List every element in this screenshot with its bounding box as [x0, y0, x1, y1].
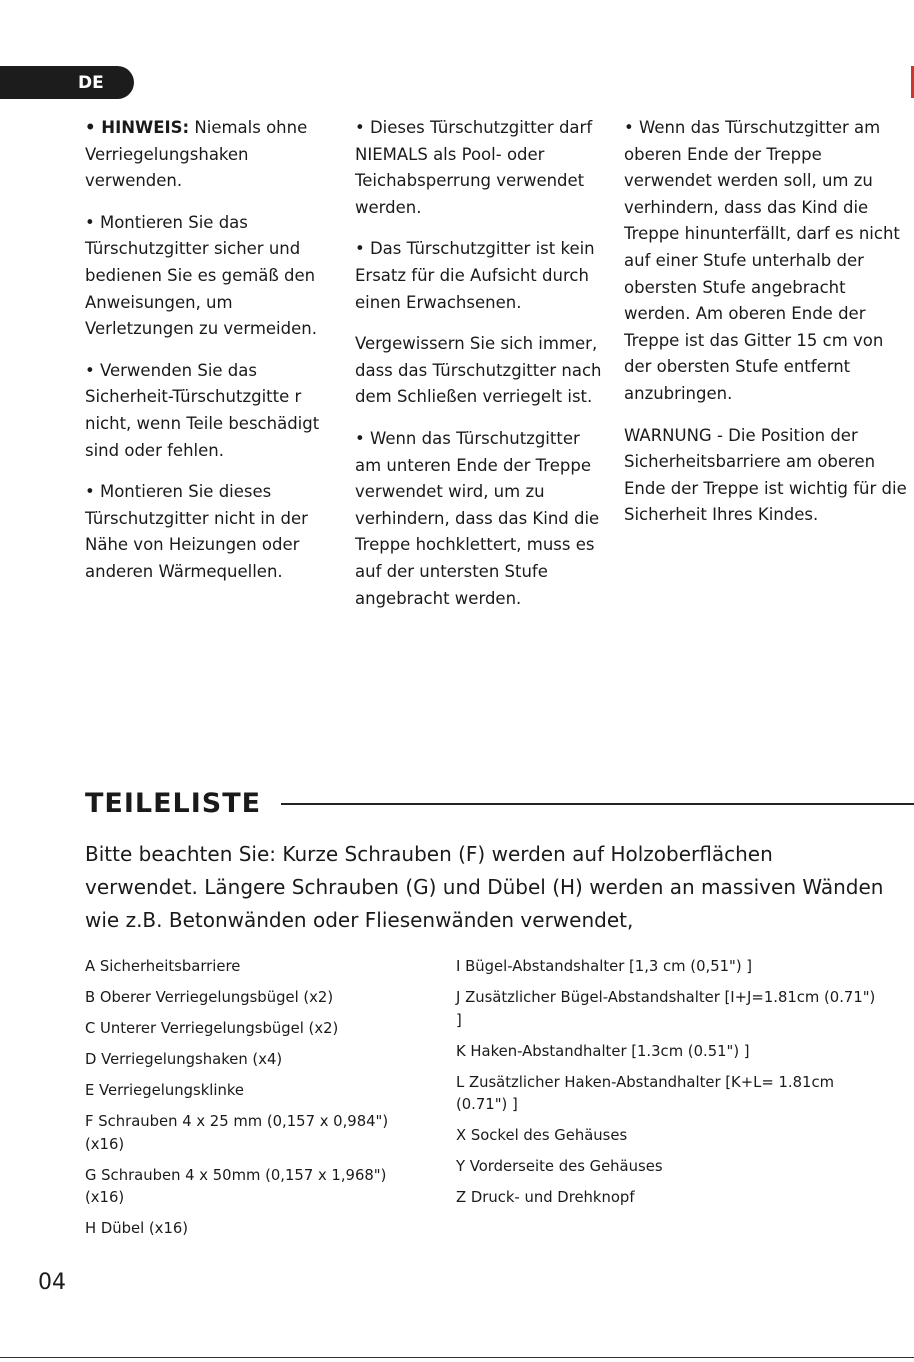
warning-paragraph: WARNUNG - Die Position der Sicherheitsbarriere am oberen Ende der Treppe ist wichtig für die Sicherheit Ihres Kindes.: [624, 425, 907, 525]
part-item: K Haken-Abstandhalter [1.3cm (0.51") ]: [456, 1042, 750, 1060]
warning-paragraph: • Das Türschutzgitter ist kein Ersatz für die Aufsicht durch einen Erwachsenen.: [355, 239, 595, 312]
part-item: B Oberer Verriegelungsbügel (x2): [85, 989, 334, 1006]
part-item: Y Vorderseite des Gehäuses: [456, 1158, 663, 1175]
part-item: Z Druck- und Drehknopf: [456, 1189, 635, 1206]
title-divider: [281, 803, 914, 805]
parts-list-right: [456, 956, 876, 1218]
warning-paragraph: [85, 115, 325, 195]
part-item: X Sockel des Gehäuses: [456, 1127, 628, 1144]
part-item: A Sicherheitsbarriere: [85, 958, 241, 975]
warning-paragraph: • Dieses Türschutzgitter darf NIEMALS als Pool- oder Teichabsperrung verwendet werden.: [355, 118, 593, 217]
part-item: H Dübel (x16): [85, 1220, 189, 1237]
parts-intro: [85, 838, 885, 937]
warnings-column-2: [355, 115, 605, 627]
warning-text: Niemals ohne Verriegelungshaken verwenden.: [85, 118, 308, 191]
part-item: C Unterer Verriegelungsbügel (x2): [85, 1020, 339, 1037]
part-item: D Verriegelungshaken (x4): [85, 1051, 283, 1068]
part-item: F Schrauben 4 x 25 mm (0,157 x 0,984") (x16): [85, 1113, 389, 1153]
part-item: G Schrauben 4 x 50mm (0,157 x 1,968") (x16): [85, 1166, 387, 1206]
warnings-column-3: [624, 115, 909, 544]
warning-paragraph: • Wenn das Türschutzgitter am unteren Ende der Treppe verwendet wird, um zu verhindern, dass das Kind die Treppe hochklettert, muss es auf der untersten Stufe angebracht werden.: [355, 428, 600, 608]
part-item: I Bügel-Abstandshalter [1,3 cm (0,51") ]: [456, 958, 753, 975]
warning-paragraph: • Verwenden Sie das Sicherheit-Türschutzgitte r nicht, wenn Teile beschädigt sind oder fehlen.: [85, 360, 320, 460]
warning-paragraph: Vergewissern Sie sich immer, dass das Türschutzgitter nach dem Schließen verriegelt ist.: [355, 334, 602, 407]
parts-intro-text: Bitte beachten Sie: Kurze Schrauben (F) werden auf Holzoberflächen verwendet. Längere Schrauben (G) und Dübel (H) werden an massiven Wänden wie z.B. Betonwänden oder Fliesenwänden verwendet,: [85, 842, 884, 932]
language-tab: DE: [0, 66, 134, 99]
bottom-divider: [0, 1357, 914, 1358]
warning-paragraph: • Montieren Sie das Türschutzgitter sicher und bedienen Sie es gemäß den Anweisungen, um Verletzungen zu vermeiden.: [85, 212, 317, 339]
warning-bold-label: • HINWEIS:: [85, 118, 190, 137]
part-item: L Zusätzlicher Haken-Abstandhalter [K+L= 1.81cm (0.71") ]: [456, 1073, 834, 1113]
warning-paragraph: • Montieren Sie dieses Türschutzgitter nicht in der Nähe von Heizungen oder anderen Wärmequellen.: [85, 482, 308, 581]
warnings-column-1: [85, 115, 325, 601]
page-number: 04: [38, 1270, 66, 1295]
parts-list-left: [85, 956, 430, 1249]
part-item: E Verriegelungsklinke: [85, 1082, 245, 1099]
parts-list-title: TEILELISTE: [85, 788, 262, 819]
part-item: J Zusätzlicher Bügel-Abstandshalter [I+J=1.81cm (0.71") ]: [456, 989, 876, 1029]
warning-paragraph: • Wenn das Türschutzgitter am oberen Ende der Treppe verwendet werden soll, um zu verhindern, dass das Kind die Treppe hinunterfällt, darf es nicht auf einer Stufe unterhalb der obersten Stufe angebracht werden. Am oberen Ende der Treppe ist das Gitter 15 cm von der obersten Stufe entfernt anzubringen.: [624, 118, 900, 403]
